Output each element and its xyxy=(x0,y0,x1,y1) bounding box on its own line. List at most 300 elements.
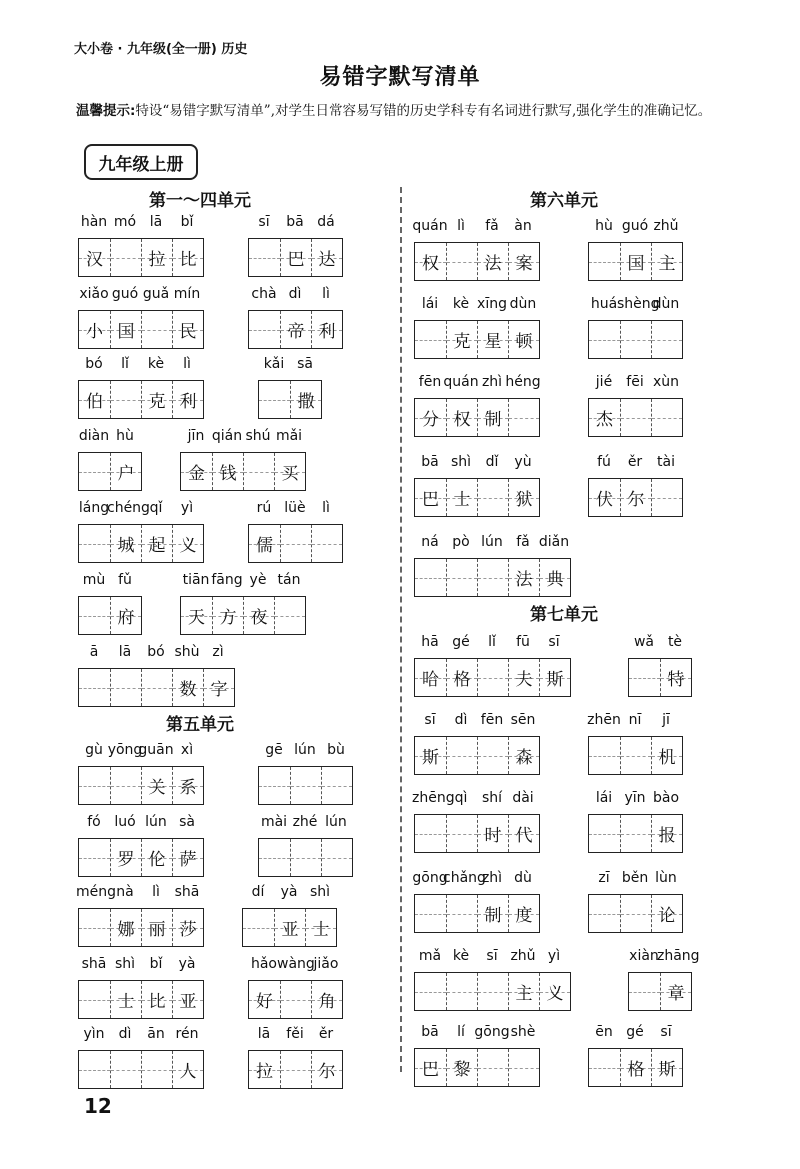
pinyin-syllable: tè xyxy=(667,634,683,650)
grid-cell-blank[interactable] xyxy=(110,767,141,804)
grid-cell-filled xyxy=(172,1051,203,1088)
writing-grid xyxy=(78,766,204,805)
pinyin-syllable: quán xyxy=(412,218,448,234)
pinyin-syllable: hǎo xyxy=(250,956,278,972)
word-group xyxy=(414,534,571,597)
grid-cell-blank[interactable] xyxy=(79,525,110,562)
writing-grid xyxy=(78,452,142,491)
pinyin-syllable: dá xyxy=(317,214,335,230)
pinyin-syllable: shā xyxy=(174,884,200,900)
pinyin-syllable: xì xyxy=(180,742,194,758)
grid-cell-filled xyxy=(415,659,446,696)
grid-cell-filled xyxy=(172,909,203,946)
grid-cell-blank[interactable] xyxy=(477,973,508,1010)
pinyin-syllable: yōng xyxy=(107,742,143,758)
grid-cell-blank[interactable] xyxy=(110,239,141,276)
pinyin-row xyxy=(248,956,343,980)
word-group xyxy=(248,286,343,349)
grid-cell-filled xyxy=(651,895,682,932)
grid-cell-blank[interactable] xyxy=(141,1051,172,1088)
grid-cell-filled xyxy=(79,311,110,348)
grid-cell-blank[interactable] xyxy=(243,453,274,490)
grid-cell-blank[interactable] xyxy=(629,973,660,1010)
given-character: 权 xyxy=(422,254,439,274)
grid-cell-filled xyxy=(249,525,280,562)
grid-cell-filled xyxy=(141,239,172,276)
given-character: 城 xyxy=(117,536,135,556)
grid-cell-filled xyxy=(446,1049,477,1086)
word-group xyxy=(588,790,683,853)
given-character: 伯 xyxy=(86,392,103,412)
pinyin-row xyxy=(628,948,700,972)
pinyin-syllable: lún xyxy=(294,742,316,758)
word-group xyxy=(242,884,337,947)
grid-cell-blank[interactable] xyxy=(477,737,508,774)
word-group xyxy=(78,644,235,707)
pinyin-row xyxy=(588,712,683,736)
pinyin-syllable: shù xyxy=(174,644,200,660)
given-character: 士 xyxy=(453,490,471,510)
grid-cell-blank[interactable] xyxy=(249,239,280,276)
grid-cell-blank[interactable] xyxy=(589,243,620,280)
pinyin-syllable: gé xyxy=(452,634,470,650)
grid-cell-blank[interactable] xyxy=(110,1051,141,1088)
pinyin-syllable: yì xyxy=(547,948,561,964)
grid-cell-blank[interactable] xyxy=(589,895,620,932)
pinyin-syllable: lā xyxy=(149,214,163,230)
pinyin-syllable: méng xyxy=(76,884,117,900)
pinyin-syllable: ná xyxy=(421,534,439,550)
pinyin-syllable: dùn xyxy=(509,296,537,312)
grid-cell-blank[interactable] xyxy=(290,839,321,876)
pinyin-syllable: shí xyxy=(481,790,503,806)
pinyin-row xyxy=(414,712,540,736)
grid-cell-blank[interactable] xyxy=(446,243,477,280)
pinyin-row xyxy=(78,814,204,838)
given-character: 达 xyxy=(318,250,336,270)
pinyin-row xyxy=(414,870,540,894)
grid-cell-filled xyxy=(311,311,342,348)
writing-grid xyxy=(248,310,343,349)
pinyin-syllable: lún xyxy=(325,814,347,830)
word-group xyxy=(78,742,204,805)
grid-cell-blank[interactable] xyxy=(477,1049,508,1086)
writing-grid xyxy=(258,380,322,419)
grid-cell-blank[interactable] xyxy=(79,767,110,804)
grid-cell-filled xyxy=(172,767,203,804)
pinyin-syllable: gé xyxy=(626,1024,644,1040)
pinyin-syllable: shì xyxy=(309,884,331,900)
pinyin-syllable: yù xyxy=(514,454,532,470)
pinyin-syllable: hù xyxy=(595,218,613,234)
grid-cell-blank[interactable] xyxy=(290,767,321,804)
pinyin-row xyxy=(78,572,142,596)
pinyin-syllable: gù xyxy=(85,742,103,758)
writing-grid xyxy=(414,658,571,697)
pinyin-syllable: gē xyxy=(265,742,283,758)
grid-cell-blank[interactable] xyxy=(415,895,446,932)
grid-cell-blank[interactable] xyxy=(651,399,682,436)
word-group xyxy=(78,500,204,563)
pinyin-syllable: sī xyxy=(258,214,270,230)
word-group xyxy=(258,814,353,877)
grid-cell-blank[interactable] xyxy=(259,767,290,804)
grid-cell-blank[interactable] xyxy=(620,815,651,852)
word-group xyxy=(414,712,540,775)
given-character: 买 xyxy=(281,464,299,484)
given-character: 起 xyxy=(148,536,166,556)
pinyin-syllable: tán xyxy=(277,572,301,588)
pinyin-syllable: mó xyxy=(113,214,137,230)
pinyin-syllable: chǎng xyxy=(443,870,486,886)
pinyin-syllable: bù xyxy=(327,742,345,758)
pinyin-syllable: zhǔ xyxy=(653,218,679,234)
section-title-unit1-4: 第一～四单元 xyxy=(149,191,251,211)
grid-cell-blank[interactable] xyxy=(79,909,110,946)
pinyin-row xyxy=(258,814,353,838)
pinyin-syllable: rén xyxy=(175,1026,199,1042)
grid-cell-filled xyxy=(477,243,508,280)
given-character: 娜 xyxy=(117,920,135,940)
volume-label: 九年级上册 xyxy=(84,144,198,180)
pinyin-syllable: sī xyxy=(424,712,436,728)
pinyin-syllable: shā xyxy=(81,956,107,972)
grid-cell-blank[interactable] xyxy=(249,311,280,348)
pinyin-syllable: jié xyxy=(595,374,613,390)
pinyin-syllable: guó xyxy=(621,218,649,234)
given-character: 丽 xyxy=(148,920,166,940)
grid-cell-filled xyxy=(660,659,691,696)
pinyin-syllable: sī xyxy=(486,948,498,964)
pinyin-syllable: dù xyxy=(514,870,532,886)
pinyin-row xyxy=(78,884,204,908)
grid-cell-filled xyxy=(172,525,203,562)
given-character: 权 xyxy=(453,410,471,430)
grid-cell-blank[interactable] xyxy=(274,597,305,634)
grid-cell-blank[interactable] xyxy=(651,479,682,516)
pinyin-syllable: kè xyxy=(147,356,165,372)
given-character: 斯 xyxy=(422,748,439,768)
pinyin-syllable: fāng xyxy=(211,572,243,588)
given-character: 天 xyxy=(188,608,205,628)
given-character: 府 xyxy=(117,608,135,628)
grid-cell-blank[interactable] xyxy=(321,767,352,804)
pinyin-syllable: zī xyxy=(598,870,610,886)
grid-cell-filled xyxy=(110,839,141,876)
given-character: 哈 xyxy=(422,670,439,690)
pinyin-syllable: huá xyxy=(590,296,618,312)
grid-cell-blank[interactable] xyxy=(259,381,290,418)
word-group xyxy=(588,870,683,933)
pinyin-syllable: jiǎo xyxy=(313,956,339,972)
pinyin-syllable: bó xyxy=(85,356,103,372)
grid-cell-filled xyxy=(110,311,141,348)
grid-cell-blank[interactable] xyxy=(79,669,110,706)
writing-grid xyxy=(414,1048,540,1087)
pinyin-syllable: guǎ xyxy=(142,286,170,302)
grid-cell-filled xyxy=(508,973,539,1010)
pinyin-syllable: xùn xyxy=(652,374,680,390)
pinyin-syllable: bā xyxy=(286,214,304,230)
pinyin-syllable: chà xyxy=(251,286,277,302)
grid-cell-blank[interactable] xyxy=(110,669,141,706)
pinyin-syllable: yīn xyxy=(624,790,646,806)
given-character: 斯 xyxy=(658,1060,676,1080)
grid-cell-filled xyxy=(212,453,243,490)
given-character: 儒 xyxy=(256,536,273,556)
writing-grid xyxy=(78,908,204,947)
given-character: 亚 xyxy=(179,992,197,1012)
given-character: 民 xyxy=(179,322,197,342)
pinyin-syllable: dì xyxy=(288,286,302,302)
grid-cell-blank[interactable] xyxy=(508,399,539,436)
pinyin-syllable: fěi xyxy=(286,1026,304,1042)
pinyin-syllable: lǐ xyxy=(121,356,129,372)
pinyin-syllable: yà xyxy=(280,884,298,900)
grid-cell-blank[interactable] xyxy=(589,321,620,358)
grid-cell-filled xyxy=(110,981,141,1018)
pinyin-row xyxy=(588,790,683,814)
pinyin-syllable: jīn xyxy=(187,428,205,444)
given-character: 章 xyxy=(667,984,685,1004)
page-number: 12 xyxy=(84,1094,112,1118)
grid-cell-filled xyxy=(141,981,172,1018)
writing-grid xyxy=(78,596,142,635)
grid-cell-blank[interactable] xyxy=(620,895,651,932)
pinyin-syllable: zhēn xyxy=(587,712,621,728)
grid-cell-blank[interactable] xyxy=(620,737,651,774)
pinyin-syllable: ēn xyxy=(595,1024,613,1040)
given-character: 森 xyxy=(515,748,533,768)
word-group xyxy=(414,948,571,1011)
given-character: 度 xyxy=(515,906,533,926)
pinyin-syllable: ā xyxy=(89,644,99,660)
grid-cell-filled xyxy=(311,239,342,276)
pinyin-syllable: mù xyxy=(82,572,106,588)
grid-cell-blank[interactable] xyxy=(415,559,446,596)
grid-cell-blank[interactable] xyxy=(415,321,446,358)
page-title: 易错字默写清单 xyxy=(319,65,481,90)
grid-cell-blank[interactable] xyxy=(311,525,342,562)
pinyin-syllable: fú xyxy=(597,454,611,470)
given-character: 特 xyxy=(667,670,685,690)
grid-cell-blank[interactable] xyxy=(79,981,110,1018)
grid-cell-filled xyxy=(79,381,110,418)
pinyin-syllable: lüè xyxy=(284,500,306,516)
given-character: 法 xyxy=(515,570,533,590)
grid-cell-blank[interactable] xyxy=(259,839,290,876)
given-character: 巴 xyxy=(287,250,305,270)
word-group xyxy=(180,428,306,491)
grid-cell-filled xyxy=(660,973,691,1010)
grid-cell-filled xyxy=(477,895,508,932)
pinyin-row xyxy=(588,218,683,242)
pinyin-row xyxy=(628,634,692,658)
grid-cell-blank[interactable] xyxy=(280,1051,311,1088)
grid-cell-blank[interactable] xyxy=(629,659,660,696)
grid-cell-blank[interactable] xyxy=(79,453,110,490)
word-group xyxy=(414,634,571,697)
pinyin-row xyxy=(414,296,540,320)
grid-cell-blank[interactable] xyxy=(620,321,651,358)
grid-cell-filled xyxy=(110,597,141,634)
word-group xyxy=(78,884,204,947)
pinyin-syllable: fū xyxy=(516,634,530,650)
grid-cell-blank[interactable] xyxy=(446,973,477,1010)
writing-grid xyxy=(588,320,683,359)
given-character: 数 xyxy=(179,680,197,700)
word-group xyxy=(588,712,683,775)
grid-cell-blank[interactable] xyxy=(446,895,477,932)
pinyin-syllable: àn xyxy=(514,218,532,234)
pinyin-syllable: sā xyxy=(297,356,313,372)
grid-cell-blank[interactable] xyxy=(79,597,110,634)
grid-cell-filled xyxy=(172,981,203,1018)
pinyin-syllable: guó xyxy=(111,286,139,302)
pinyin-syllable: hā xyxy=(421,634,439,650)
given-character: 小 xyxy=(86,322,103,342)
pinyin-syllable: shèng xyxy=(617,296,660,312)
grid-cell-filled xyxy=(651,243,682,280)
pinyin-syllable: sī xyxy=(660,1024,672,1040)
pinyin-row xyxy=(78,500,204,524)
pinyin-syllable: luó xyxy=(114,814,136,830)
grid-cell-filled xyxy=(141,525,172,562)
writing-grid xyxy=(78,524,204,563)
given-character: 机 xyxy=(658,748,676,768)
pinyin-row xyxy=(248,286,343,310)
given-character: 巴 xyxy=(422,490,439,510)
pinyin-syllable: xīng xyxy=(477,296,507,312)
given-character: 典 xyxy=(546,570,564,590)
pinyin-syllable: bā xyxy=(421,1024,439,1040)
word-group xyxy=(248,956,343,1019)
pinyin-syllable: kè xyxy=(452,296,470,312)
word-group xyxy=(414,870,540,933)
given-character: 夜 xyxy=(250,608,268,628)
grid-cell-blank[interactable] xyxy=(477,659,508,696)
grid-cell-blank[interactable] xyxy=(589,737,620,774)
grid-cell-blank[interactable] xyxy=(280,981,311,1018)
grid-cell-blank[interactable] xyxy=(508,1049,539,1086)
given-character: 义 xyxy=(546,984,564,1004)
writing-grid xyxy=(588,242,683,281)
pinyin-syllable: lì xyxy=(152,884,160,900)
grid-cell-blank[interactable] xyxy=(589,815,620,852)
grid-cell-filled xyxy=(415,399,446,436)
pinyin-syllable: bǐ xyxy=(149,956,163,972)
grid-cell-filled xyxy=(477,321,508,358)
pinyin-row xyxy=(414,534,571,558)
given-character: 角 xyxy=(318,992,336,1012)
column-divider xyxy=(400,187,402,1072)
pinyin-syllable: dùn xyxy=(652,296,680,312)
pinyin-syllable: fēn xyxy=(480,712,504,728)
grid-cell-blank[interactable] xyxy=(415,973,446,1010)
grid-cell-filled xyxy=(305,909,336,946)
given-character: 报 xyxy=(658,826,676,846)
grid-cell-blank[interactable] xyxy=(280,525,311,562)
pinyin-syllable: zhé xyxy=(292,814,318,830)
grid-cell-blank[interactable] xyxy=(477,479,508,516)
grid-cell-blank[interactable] xyxy=(321,839,352,876)
pinyin-row xyxy=(588,374,683,398)
pinyin-syllable: fǔ xyxy=(118,572,132,588)
grid-cell-blank[interactable] xyxy=(651,321,682,358)
grid-cell-filled xyxy=(539,973,570,1010)
grid-cell-blank[interactable] xyxy=(446,815,477,852)
grid-cell-filled xyxy=(446,321,477,358)
pinyin-syllable: mín xyxy=(173,286,201,302)
given-character: 尔 xyxy=(627,490,645,510)
grid-cell-blank[interactable] xyxy=(141,311,172,348)
pinyin-syllable: fǎ xyxy=(516,534,530,550)
pinyin-syllable: lì xyxy=(183,356,191,372)
pinyin-row xyxy=(588,870,683,894)
grid-cell-blank[interactable] xyxy=(110,381,141,418)
writing-grid xyxy=(258,766,353,805)
pinyin-row xyxy=(414,1024,540,1048)
grid-cell-blank[interactable] xyxy=(477,559,508,596)
pinyin-row xyxy=(78,428,142,452)
grid-cell-filled xyxy=(508,321,539,358)
section-title-unit5: 第五单元 xyxy=(166,715,234,735)
grid-cell-blank[interactable] xyxy=(79,1051,110,1088)
writing-grid xyxy=(248,238,343,277)
grid-cell-blank[interactable] xyxy=(446,559,477,596)
pinyin-syllable: hàn xyxy=(80,214,108,230)
writing-grid xyxy=(414,242,540,281)
pinyin-syllable: dì xyxy=(454,712,468,728)
word-group xyxy=(588,296,683,359)
word-group xyxy=(248,214,343,277)
grid-cell-filled xyxy=(110,453,141,490)
writing-grid xyxy=(248,980,343,1019)
writing-grid xyxy=(588,398,683,437)
given-character: 国 xyxy=(627,254,645,274)
grid-cell-blank[interactable] xyxy=(243,909,274,946)
pinyin-syllable: xiàn xyxy=(629,948,659,964)
pinyin-syllable: bǐ xyxy=(180,214,194,230)
given-character: 斯 xyxy=(546,670,564,690)
pinyin-row xyxy=(414,948,571,972)
pinyin-syllable: quán xyxy=(443,374,479,390)
grid-cell-blank[interactable] xyxy=(620,399,651,436)
grid-cell-filled xyxy=(212,597,243,634)
given-character: 克 xyxy=(453,332,471,352)
grid-cell-filled xyxy=(203,669,234,706)
writing-grid xyxy=(414,814,540,853)
pinyin-row xyxy=(248,500,343,524)
tip-text: 特设“易错字默写清单”,对学生日常容易写错的历史学科专有名词进行默写,强化学生的准确记忆。 xyxy=(135,103,712,119)
given-character: 帝 xyxy=(287,322,305,342)
grid-cell-blank[interactable] xyxy=(446,737,477,774)
grid-cell-blank[interactable] xyxy=(415,815,446,852)
grid-cell-blank[interactable] xyxy=(79,839,110,876)
pinyin-syllable: mǎi xyxy=(275,428,303,444)
writing-grid xyxy=(414,558,571,597)
pinyin-syllable: wǎ xyxy=(633,634,655,650)
word-group xyxy=(78,356,204,419)
given-character: 利 xyxy=(179,392,197,412)
pinyin-syllable: héng xyxy=(505,374,541,390)
grid-cell-blank[interactable] xyxy=(141,669,172,706)
pinyin-row xyxy=(180,572,306,596)
grid-cell-blank[interactable] xyxy=(589,1049,620,1086)
pinyin-row xyxy=(78,742,204,766)
given-character: 钱 xyxy=(219,464,237,484)
given-character: 汉 xyxy=(86,250,103,270)
